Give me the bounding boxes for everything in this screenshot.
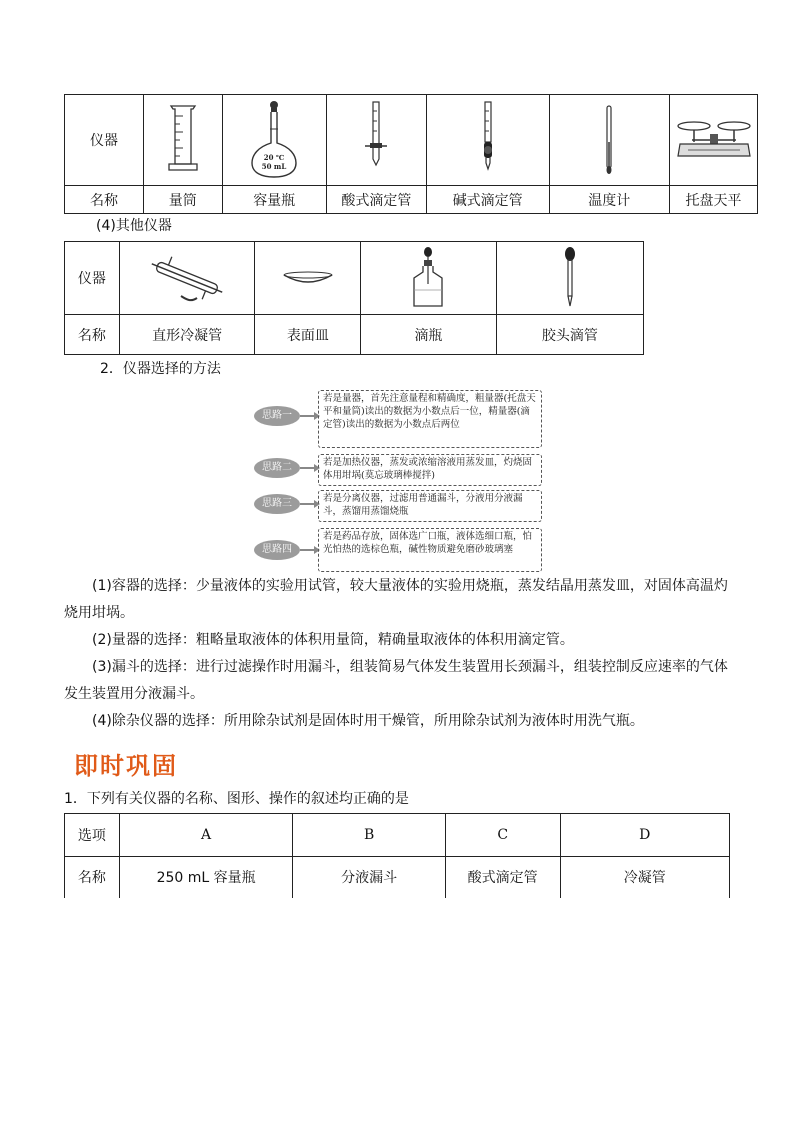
question-text: 1．下列有关仪器的名称、图形、操作的叙述均正确的是 (64, 791, 409, 807)
option-b-name: 分液漏斗 (293, 857, 446, 898)
name-acid-burette: 酸式滴定管 (326, 186, 426, 214)
name-watch-glass: 表面皿 (255, 315, 361, 355)
flask-volume-label: 50 mL (261, 162, 287, 171)
base-burette-image (426, 95, 549, 186)
option-a-name: 250 mL 容量瓶 (119, 857, 292, 898)
header-option: 选项 (65, 814, 120, 857)
flow-box-3: 若是分离仪器，过滤用普通漏斗，分液用分液漏斗，蒸馏用蒸馏烧瓶 (318, 490, 542, 522)
condenser-image (119, 242, 255, 315)
instrument-table-1 (64, 94, 758, 214)
flow-arrow-1 (300, 415, 316, 417)
acid-burette-image (326, 95, 426, 186)
selection-method-diagram (254, 388, 544, 570)
header-a: A (119, 814, 292, 857)
instrument-table-2 (64, 241, 644, 355)
paragraph-container-selection: (1)容器的选择：少量液体的实验用试管，较大量液体的实验用烧瓶，蒸发结晶用蒸发皿，对固体高温灼烧用坩埚。 (64, 578, 728, 621)
watch-glass-image (255, 242, 361, 315)
flow-box-4: 若是药品存放，固体选广口瓶，液体选细口瓶，怕光怕热的选棕色瓶，碱性物质避免磨砂玻璃塞 (318, 528, 542, 572)
dropper-image (496, 242, 643, 315)
section-method: 2．仪器选择的方法 (100, 361, 221, 377)
flow-label-3: 思路三 (254, 494, 300, 514)
name-graduated-cylinder: 量筒 (144, 186, 222, 214)
graduated-cylinder-image (144, 95, 222, 186)
balance-image (670, 95, 758, 186)
row-label-name: 名称 (65, 186, 144, 214)
flow-arrow-4 (300, 549, 316, 551)
dropping-bottle-image (361, 242, 496, 315)
section-heading: 即时巩固 (74, 752, 178, 780)
name-balance: 托盘天平 (670, 186, 758, 214)
name-volumetric-flask: 容量瓶 (222, 186, 326, 214)
option-d-name: 冷凝管 (560, 857, 730, 898)
flow-arrow-3 (300, 503, 316, 505)
header-c: C (445, 814, 560, 857)
name-dropper: 胶头滴管 (496, 315, 643, 355)
flow-label-2: 思路二 (254, 458, 300, 478)
volumetric-flask-image (222, 95, 326, 186)
flow-box-1: 若是量器，首先注意量程和精确度，粗量器(托盘天平和量筒)读出的数据为小数点后一位，精量器(滴定管)读出的数据为小数点后两位 (318, 390, 542, 448)
header-d: D (560, 814, 730, 857)
header-b: B (293, 814, 446, 857)
flow-box-2: 若是加热仪器，蒸发或浓缩溶液用蒸发皿，灼烧固体用坩埚(莫忘玻璃棒搅拌) (318, 454, 542, 486)
paragraph-impurity-removal-selection: (4)除杂仪器的选择：所用除杂试剂是固体时用干燥管，所用除杂试剂为液体时用洗气瓶。 (92, 713, 644, 729)
thermometer-image (549, 95, 670, 186)
flow-arrow-2 (300, 467, 316, 469)
row-label-name: 名称 (65, 857, 120, 898)
paragraph-funnel-selection: (3)漏斗的选择：进行过滤操作时用漏斗，组装简易气体发生装置用长颈漏斗，组装控制反应速率的气体发生装置用分液漏斗。 (64, 659, 728, 702)
paragraph-measuring-selection: (2)量器的选择：粗略量取液体的体积用量筒，精确量取液体的体积用滴定管。 (92, 632, 574, 648)
name-thermometer: 温度计 (549, 186, 670, 214)
row-label-instrument: 仪器 (65, 242, 120, 315)
flow-label-4: 思路四 (254, 540, 300, 560)
section-other-instruments: (4)其他仪器 (96, 218, 172, 234)
flow-label-1: 思路一 (254, 406, 300, 426)
row-label-name: 名称 (65, 315, 120, 355)
row-label-instrument: 仪器 (65, 95, 144, 186)
name-condenser: 直形冷凝管 (119, 315, 255, 355)
name-base-burette: 碱式滴定管 (426, 186, 549, 214)
name-dropping-bottle: 滴瓶 (361, 315, 496, 355)
question-options-table (64, 813, 730, 898)
flask-temperature-label: 20 ℃ (263, 153, 285, 162)
option-c-name: 酸式滴定管 (445, 857, 560, 898)
